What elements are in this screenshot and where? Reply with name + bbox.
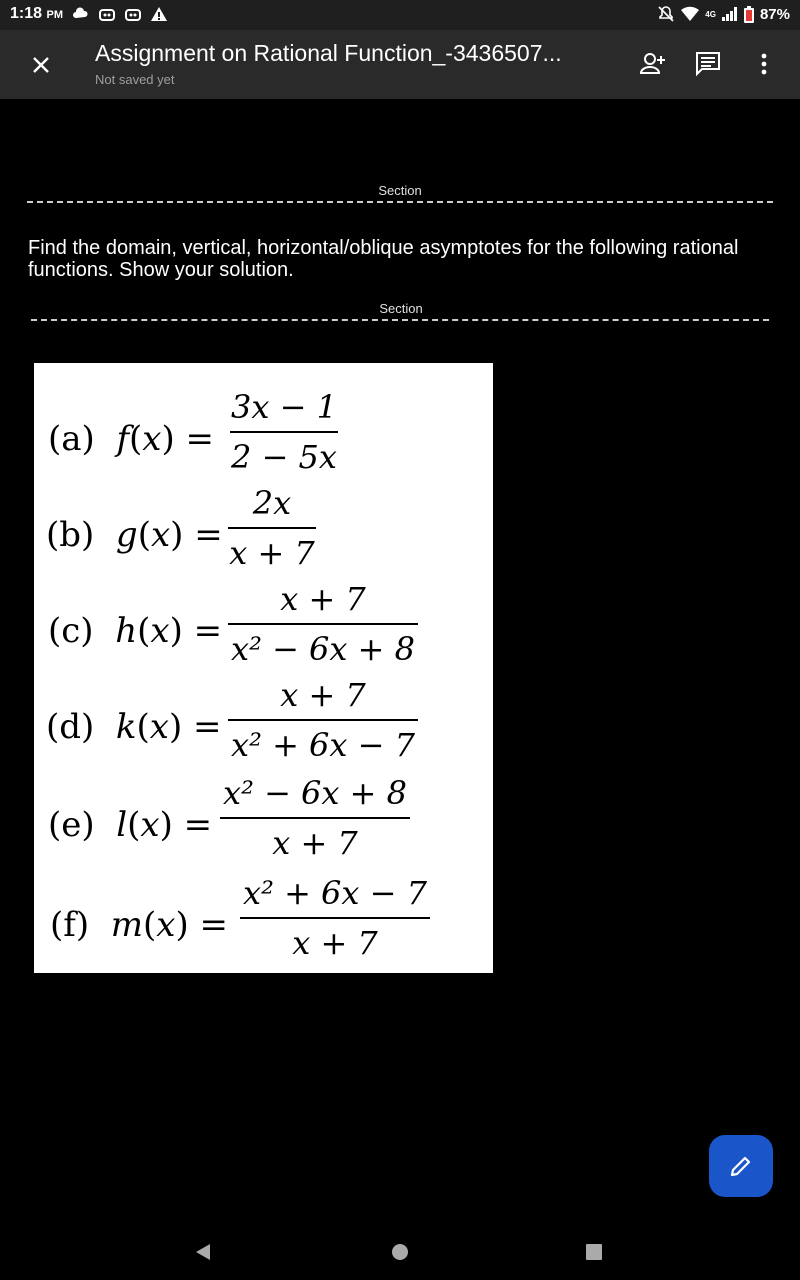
numerator: 3x − 1: [231, 388, 337, 426]
battery-icon: [744, 6, 754, 23]
battery-level: 87%: [759, 5, 790, 23]
mute-icon: [657, 5, 675, 23]
document-title: Assignment on Rational Function_-3436507...: [95, 40, 562, 66]
section-divider-2: [31, 319, 769, 321]
equation-a: [34, 387, 493, 482]
fraction: [228, 675, 418, 765]
equation-label: (f): [50, 905, 90, 945]
time-text: 1:18: [10, 5, 43, 22]
denominator: x² − 6x + 8: [231, 630, 415, 668]
equation-label: (c): [48, 611, 94, 651]
notification-icons: [72, 6, 168, 22]
equation-label: (e): [48, 805, 95, 845]
app-notification-icon-2: [124, 6, 142, 22]
equation-label: (a): [48, 419, 95, 459]
cloud-notification-icon: [72, 6, 90, 22]
equation-lhs: (f) m(x) =: [50, 905, 229, 945]
numerator: x² − 6x + 8: [223, 774, 407, 812]
more-vert-icon: [750, 50, 778, 78]
instructions-text: Find the domain, vertical, horizontal/oblique asymptotes for the following rational functions. Show your solution.: [28, 237, 739, 281]
system-nav-bar: [0, 1220, 800, 1280]
equation-d: [34, 675, 493, 770]
equation-c: [34, 579, 493, 674]
numerator: x + 7: [280, 580, 366, 618]
function-name: k: [115, 707, 137, 747]
denominator: 2 − 5x: [231, 438, 337, 476]
equation-lhs: (c) h(x) =: [48, 611, 223, 651]
app-bar: [0, 30, 800, 99]
ampm-text: PM: [46, 9, 63, 21]
numerator: x + 7: [280, 676, 366, 714]
pencil-icon: [728, 1153, 754, 1179]
function-name: g: [115, 515, 138, 555]
app-notification-icon: [98, 6, 116, 22]
equation-b: [34, 483, 493, 578]
close-button[interactable]: [26, 50, 56, 80]
home-circle-icon: [390, 1242, 410, 1262]
share-button[interactable]: [639, 50, 667, 78]
home-button[interactable]: [390, 1242, 410, 1267]
equation-f: [34, 873, 493, 968]
function-name: m: [110, 905, 143, 945]
edit-fab-button[interactable]: [709, 1135, 773, 1197]
denominator: x² + 6x − 7: [231, 726, 415, 764]
fraction: [228, 483, 316, 573]
function-name: f: [116, 419, 130, 459]
warning-icon: [150, 6, 168, 22]
status-right: [657, 5, 790, 23]
numerator: x² + 6x − 7: [243, 874, 427, 912]
section-label-2: Section: [379, 301, 423, 316]
function-name: h: [115, 611, 138, 651]
fraction: [240, 873, 430, 963]
status-bar: [0, 0, 800, 30]
comment-icon: [694, 50, 722, 78]
fraction: [228, 579, 418, 669]
equation-e: [34, 773, 493, 868]
section-divider-1: [27, 201, 773, 203]
denominator: x + 7: [272, 824, 358, 862]
section-label-1: Section: [378, 183, 422, 198]
fraction-bar: [228, 623, 418, 625]
recents-square-icon: [585, 1243, 603, 1261]
equation-lhs: (e) l(x) =: [48, 805, 213, 845]
add-person-icon: [639, 50, 667, 78]
wifi-icon: [681, 6, 699, 22]
comments-button[interactable]: [694, 50, 722, 78]
network-type: 4G: [705, 9, 716, 19]
equation-lhs: (a) f(x) =: [48, 419, 215, 459]
status-time: [10, 5, 63, 23]
denominator: x + 7: [292, 924, 378, 962]
save-status: Not saved yet: [95, 72, 175, 87]
equation-lhs: (b) g(x) =: [46, 515, 223, 555]
fraction-bar: [228, 719, 418, 721]
denominator: x + 7: [229, 534, 315, 572]
signal-icon: [722, 7, 738, 21]
equations-image: [34, 363, 493, 973]
function-name: l: [116, 805, 128, 845]
equation-label: (d): [46, 707, 95, 747]
more-options-button[interactable]: [750, 50, 778, 78]
fraction-bar: [228, 527, 316, 529]
fraction-bar: [240, 917, 430, 919]
fraction-bar: [220, 817, 410, 819]
fraction-bar: [230, 431, 338, 433]
recents-button[interactable]: [585, 1243, 603, 1266]
fraction: [230, 387, 338, 477]
equation-lhs: (d) k(x) =: [46, 707, 222, 747]
fraction: [220, 773, 410, 863]
back-triangle-icon: [193, 1242, 213, 1262]
equation-label: (b): [46, 515, 95, 555]
close-icon: [26, 50, 56, 80]
back-button[interactable]: [193, 1242, 213, 1267]
numerator: 2x: [252, 484, 292, 522]
